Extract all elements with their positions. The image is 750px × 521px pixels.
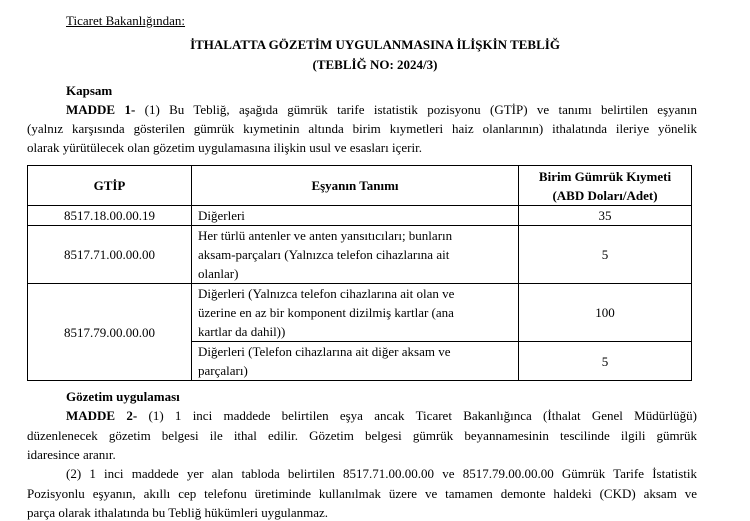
section-heading-surveillance: Gözetim uygulaması <box>66 389 180 404</box>
unit-value: 5 <box>519 342 692 381</box>
article-2-label: MADDE 2- <box>66 408 138 423</box>
issuer-line: Ticaret Bakanlığından: <box>66 13 186 28</box>
article-1-line-3: olarak yürütülecek olan gözetim uygulamasına ilişkin usul ve esasları içerir. <box>27 140 422 155</box>
article-1-line-1: MADDE 1- (1) Bu Tebliğ, aşağıda gümrük tarife istatistik pozisyonu (GTİP) ve tanımı belirtilen eşyanın <box>66 102 698 117</box>
article-1-label: MADDE 1- <box>66 102 136 117</box>
document-subtitle: (TEBLİĞ NO: 2024/3) <box>312 57 438 72</box>
article-1-line-2: (yalnız karşısında gösterilen gümrük kıymetinin altında birim kıymetleri haiz olanlarının) ithalatında ileriye yönelik <box>27 121 697 136</box>
article-2-line-6: parça olarak ithalatında bu Tebliğ hükümleri uygulanmaz. <box>27 505 328 520</box>
table-row <box>28 206 692 226</box>
item-description: Diğerleri (Telefon cihazlarına ait diğer aksam ve parçaları) <box>192 342 519 381</box>
header-gtip: GTİP <box>28 166 192 206</box>
header-unit-value: Birim Gümrük Kıymeti (ABD Doları/Adet) <box>519 166 692 206</box>
unit-value: 35 <box>519 206 692 226</box>
gtip-table <box>27 165 692 381</box>
table-row <box>28 284 692 342</box>
unit-value: 5 <box>519 226 692 284</box>
article-2-line-5: Pozisyonlu eşyanın, akıllı cep telefonu üretiminde kullanılmak üzere ve tamamen demonte haldeki (CKD) aksam ve <box>27 486 697 501</box>
document-title: İTHALATTA GÖZETİM UYGULANMASINA İLİŞKİN TEBLİĞ <box>190 37 560 52</box>
gtip-code: 8517.79.00.00.00 <box>28 284 192 381</box>
article-2-line-3: idaresince aranır. <box>27 447 116 462</box>
item-description: Diğerleri <box>192 206 519 226</box>
item-description: Her türlü antenler ve anten yansıtıcıları; bunların aksam-parçaları (Yalnızca telefon cihazlarına ait olanlar) <box>192 226 519 284</box>
section-heading-scope: Kapsam <box>66 83 113 98</box>
gtip-code: 8517.18.00.00.19 <box>28 206 192 226</box>
gtip-code: 8517.71.00.00.00 <box>28 226 192 284</box>
table-header-row <box>28 166 692 206</box>
unit-value: 100 <box>519 284 692 342</box>
article-2-line-4: (2) 1 inci maddede yer alan tabloda belirtilen 8517.71.00.00.00 ve 8517.79.00.00.00 Gümrük Tarife İstatistik <box>66 466 697 481</box>
table-row <box>28 226 692 284</box>
header-description: Eşyanın Tanımı <box>192 166 519 206</box>
article-2-line-2: düzenlenecek gözetim belgesi ile ithal edilir. Gözetim belgesi gümrük beyannamesinin tescilinde ilgili gümrük <box>27 428 697 443</box>
item-description: Diğerleri (Yalnızca telefon cihazlarına ait olan ve üzerine en az bir komponent dizilmiş kartlar (ana kartlar da dahil)) <box>192 284 519 342</box>
article-2-line-1: MADDE 2- (1) 1 inci maddede belirtilen eşya ancak Ticaret Bakanlığınca (İthalat Genel Müdürlüğü) <box>66 408 698 423</box>
